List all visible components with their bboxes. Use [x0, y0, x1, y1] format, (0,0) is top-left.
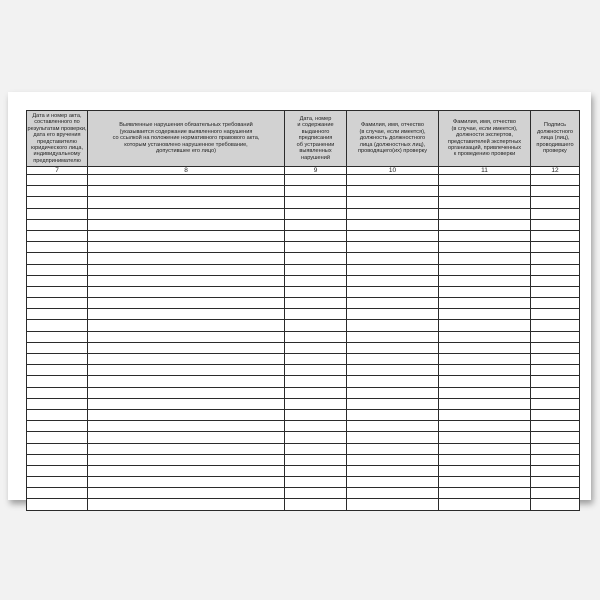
table-cell	[88, 242, 285, 253]
table-cell	[531, 208, 580, 219]
table-cell	[347, 443, 439, 454]
table-cell	[88, 309, 285, 320]
table-cell	[285, 465, 347, 476]
table-cell	[347, 298, 439, 309]
table-row	[27, 342, 580, 353]
column-number: 9	[285, 167, 347, 175]
table-cell	[347, 197, 439, 208]
table-cell	[531, 175, 580, 186]
table-cell	[439, 309, 531, 320]
table-cell	[347, 309, 439, 320]
table-cell	[88, 342, 285, 353]
table-row	[27, 409, 580, 420]
table-cell	[27, 454, 88, 465]
table-cell	[531, 186, 580, 197]
header-prescription: Дата, номер и содержание выданного предписания об устранении выявленных нарушений	[285, 111, 347, 167]
table-cell	[27, 208, 88, 219]
table-cell	[439, 432, 531, 443]
table-cell	[88, 264, 285, 275]
table-cell	[347, 398, 439, 409]
table-cell	[531, 331, 580, 342]
table-cell	[347, 230, 439, 241]
column-number: 7	[27, 167, 88, 175]
table-cell	[88, 421, 285, 432]
table-cell	[27, 409, 88, 420]
table-cell	[285, 230, 347, 241]
column-number-row	[27, 167, 580, 175]
table-cell	[439, 175, 531, 186]
table-cell	[27, 242, 88, 253]
table-cell	[88, 186, 285, 197]
table-cell	[285, 499, 347, 510]
table-cell	[531, 286, 580, 297]
table-cell	[285, 264, 347, 275]
table-cell	[285, 331, 347, 342]
table-cell	[439, 219, 531, 230]
table-cell	[347, 242, 439, 253]
table-cell	[285, 454, 347, 465]
table-cell	[531, 365, 580, 376]
table-cell	[88, 465, 285, 476]
table-cell	[27, 342, 88, 353]
table-cell	[347, 275, 439, 286]
table-cell	[439, 465, 531, 476]
table-cell	[531, 197, 580, 208]
blank-entry-rows	[27, 175, 580, 511]
table-row	[27, 230, 580, 241]
table-row	[27, 286, 580, 297]
table-cell	[347, 320, 439, 331]
table-cell	[88, 354, 285, 365]
table-cell	[285, 342, 347, 353]
table-cell	[27, 264, 88, 275]
table-cell	[285, 286, 347, 297]
table-row	[27, 320, 580, 331]
table-cell	[88, 454, 285, 465]
table-cell	[285, 275, 347, 286]
table-cell	[439, 264, 531, 275]
table-cell	[439, 499, 531, 510]
table-cell	[347, 477, 439, 488]
column-number: 8	[88, 167, 285, 175]
column-number: 10	[347, 167, 439, 175]
table-cell	[439, 230, 531, 241]
table-cell	[439, 477, 531, 488]
table-row	[27, 465, 580, 476]
table-cell	[439, 342, 531, 353]
table-row	[27, 354, 580, 365]
table-row	[27, 477, 580, 488]
table-cell	[347, 499, 439, 510]
table-cell	[347, 253, 439, 264]
table-cell	[531, 275, 580, 286]
table-cell	[439, 354, 531, 365]
table-cell	[439, 208, 531, 219]
table-row	[27, 454, 580, 465]
table-row	[27, 443, 580, 454]
table-cell	[531, 387, 580, 398]
table-cell	[531, 253, 580, 264]
table-cell	[27, 387, 88, 398]
table-cell	[27, 465, 88, 476]
table-cell	[285, 309, 347, 320]
table-cell	[531, 443, 580, 454]
table-cell	[531, 342, 580, 353]
table-cell	[285, 242, 347, 253]
table-cell	[27, 376, 88, 387]
table-cell	[531, 432, 580, 443]
table-cell	[285, 320, 347, 331]
table-cell	[285, 477, 347, 488]
table-cell	[531, 499, 580, 510]
table-cell	[531, 398, 580, 409]
table-cell	[285, 253, 347, 264]
table-cell	[347, 376, 439, 387]
table-row	[27, 186, 580, 197]
table-cell	[27, 197, 88, 208]
table-cell	[439, 320, 531, 331]
table-row	[27, 242, 580, 253]
table-cell	[531, 465, 580, 476]
table-cell	[285, 186, 347, 197]
table-cell	[285, 409, 347, 420]
table-cell	[88, 219, 285, 230]
table-cell	[439, 443, 531, 454]
table-cell	[285, 432, 347, 443]
table-row	[27, 175, 580, 186]
table-cell	[285, 421, 347, 432]
table-cell	[88, 477, 285, 488]
table-cell	[88, 432, 285, 443]
header-row	[27, 111, 580, 167]
table-cell	[88, 387, 285, 398]
table-cell	[27, 443, 88, 454]
table-row	[27, 309, 580, 320]
table-cell	[531, 230, 580, 241]
table-row	[27, 488, 580, 499]
table-cell	[439, 197, 531, 208]
table-cell	[285, 175, 347, 186]
table-cell	[285, 488, 347, 499]
table-cell	[27, 275, 88, 286]
table-cell	[347, 454, 439, 465]
column-number: 11	[439, 167, 531, 175]
table-cell	[27, 499, 88, 510]
table-row	[27, 253, 580, 264]
table-cell	[531, 219, 580, 230]
table-cell	[347, 208, 439, 219]
table-cell	[439, 421, 531, 432]
table-cell	[285, 219, 347, 230]
table-row	[27, 387, 580, 398]
table-cell	[347, 421, 439, 432]
table-cell	[88, 365, 285, 376]
table-cell	[439, 298, 531, 309]
table-cell	[531, 242, 580, 253]
table-cell	[347, 219, 439, 230]
table-cell	[347, 354, 439, 365]
table-cell	[88, 175, 285, 186]
table-cell	[347, 465, 439, 476]
table-cell	[347, 432, 439, 443]
table-cell	[88, 230, 285, 241]
table-cell	[27, 298, 88, 309]
table-cell	[439, 376, 531, 387]
header-act-date-number: Дата и номер акта, составленного по результатам проверки, дата его вручения представителю юридического лица, индивидуальному предпринимателю	[27, 111, 88, 167]
table-cell	[439, 286, 531, 297]
table-cell	[439, 398, 531, 409]
table-row	[27, 365, 580, 376]
table-cell	[88, 409, 285, 420]
table-cell	[347, 387, 439, 398]
table-cell	[347, 264, 439, 275]
table-cell	[27, 219, 88, 230]
table-cell	[27, 398, 88, 409]
header-experts: Фамилия, имя, отчество (в случае, если имеется), должности экспертов, представителей экспертных организаций, привлеченных к проведению проверки	[439, 111, 531, 167]
table-cell	[285, 208, 347, 219]
table-row	[27, 208, 580, 219]
table-cell	[531, 454, 580, 465]
table-cell	[531, 376, 580, 387]
table-cell	[88, 499, 285, 510]
table-cell	[285, 197, 347, 208]
table-row	[27, 331, 580, 342]
header-violations: Выявленные нарушения обязательных требований (указывается содержание выявленного нарушения со ссылкой на положение нормативного правового акта, которым установлено нарушенное требование, допустившее его лицо)	[88, 111, 285, 167]
table-cell	[285, 365, 347, 376]
table-cell	[27, 175, 88, 186]
header-inspector-name: Фамилия, имя, отчество (в случае, если имеется), должность должностного лица (должностных лиц), проводящего(их) проверку	[347, 111, 439, 167]
table-cell	[27, 186, 88, 197]
table-cell	[88, 320, 285, 331]
table-row	[27, 376, 580, 387]
table-cell	[347, 488, 439, 499]
table-cell	[27, 253, 88, 264]
table-cell	[285, 376, 347, 387]
table-cell	[88, 398, 285, 409]
inspection-register-table	[26, 110, 580, 511]
table-cell	[27, 286, 88, 297]
table-cell	[88, 253, 285, 264]
table-cell	[88, 298, 285, 309]
table-row	[27, 499, 580, 510]
table-cell	[347, 175, 439, 186]
table-cell	[285, 298, 347, 309]
table-cell	[285, 354, 347, 365]
table-cell	[347, 331, 439, 342]
table-cell	[439, 365, 531, 376]
table-row	[27, 432, 580, 443]
table-cell	[285, 443, 347, 454]
table-cell	[347, 409, 439, 420]
table-row	[27, 275, 580, 286]
table-cell	[531, 309, 580, 320]
table-cell	[88, 286, 285, 297]
table-cell	[439, 454, 531, 465]
table-cell	[347, 342, 439, 353]
table-cell	[531, 421, 580, 432]
table-cell	[88, 443, 285, 454]
table-cell	[531, 264, 580, 275]
table-cell	[439, 186, 531, 197]
table-cell	[27, 421, 88, 432]
header-signature: Подпись должностного лица (лиц), проводившего проверку	[531, 111, 580, 167]
table-row	[27, 264, 580, 275]
table-cell	[88, 197, 285, 208]
table-row	[27, 298, 580, 309]
table-cell	[531, 409, 580, 420]
table-cell	[531, 354, 580, 365]
table-cell	[531, 298, 580, 309]
table-row	[27, 219, 580, 230]
table-row	[27, 398, 580, 409]
table-cell	[531, 320, 580, 331]
table-cell	[27, 365, 88, 376]
table-cell	[88, 488, 285, 499]
table-row	[27, 197, 580, 208]
table-cell	[27, 331, 88, 342]
table-cell	[347, 365, 439, 376]
table-cell	[27, 488, 88, 499]
table-cell	[88, 208, 285, 219]
table-cell	[27, 309, 88, 320]
table-cell	[439, 387, 531, 398]
table-cell	[88, 376, 285, 387]
table-cell	[27, 320, 88, 331]
table-cell	[347, 186, 439, 197]
table-cell	[285, 398, 347, 409]
table-cell	[439, 242, 531, 253]
table-cell	[439, 488, 531, 499]
column-number: 12	[531, 167, 580, 175]
table-cell	[347, 286, 439, 297]
table-cell	[439, 275, 531, 286]
table-cell	[531, 477, 580, 488]
table-cell	[531, 488, 580, 499]
register-sheet	[8, 92, 591, 500]
table-cell	[27, 432, 88, 443]
table-cell	[439, 253, 531, 264]
table-cell	[88, 275, 285, 286]
table-cell	[27, 477, 88, 488]
table-cell	[88, 331, 285, 342]
table-cell	[439, 331, 531, 342]
table-cell	[27, 354, 88, 365]
table-cell	[439, 409, 531, 420]
table-cell	[285, 387, 347, 398]
table-cell	[27, 230, 88, 241]
table-row	[27, 421, 580, 432]
